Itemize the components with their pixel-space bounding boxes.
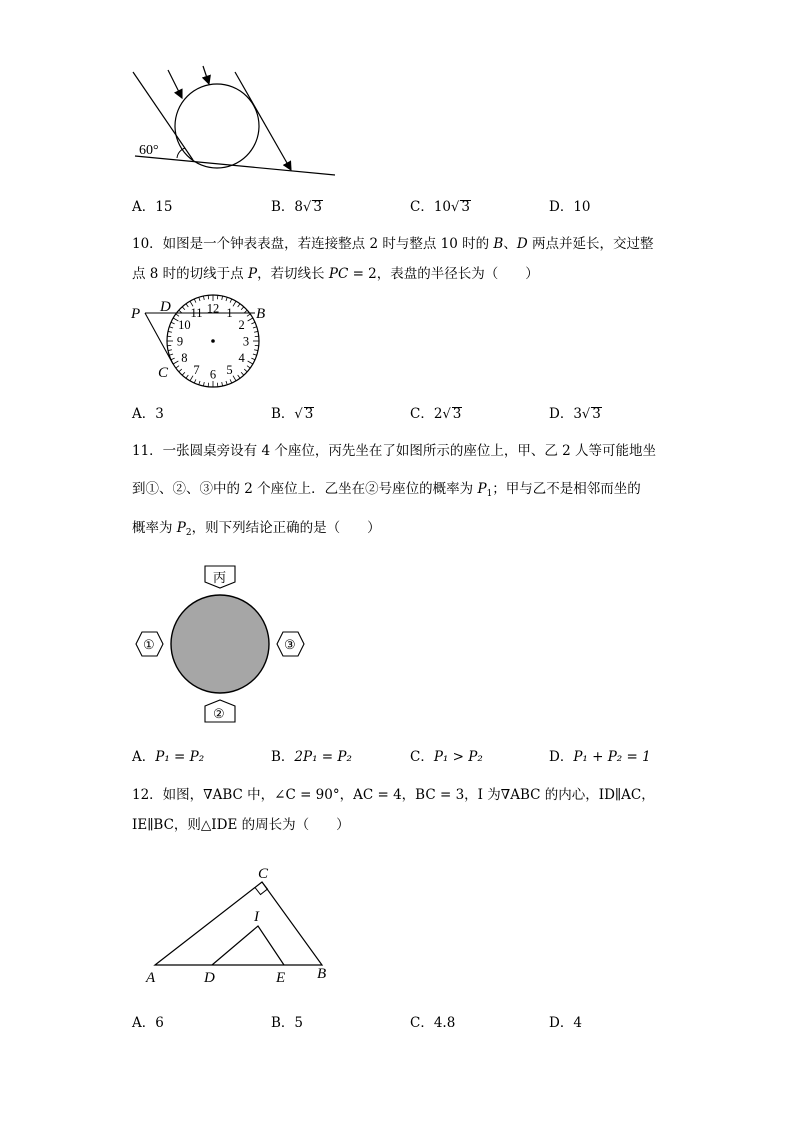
clock-number-7: 7: [193, 363, 200, 378]
q9-angle-label: 60°: [139, 143, 159, 158]
q10-label-c: C: [158, 365, 169, 381]
clock-tick: [222, 296, 223, 300]
q12-stem-line2: IE∥BC，则△IDE 的周长为（ ）: [132, 817, 350, 833]
clock-tick: [186, 375, 188, 378]
q10-option-d[interactable]: D．3√ 3: [549, 406, 601, 422]
clock-number-10: 10: [178, 318, 191, 332]
q12-label-i: I: [254, 909, 259, 925]
sqrt-symbol: √: [442, 407, 451, 422]
sqrt-symbol: √: [303, 200, 312, 215]
clock-tick: [203, 382, 204, 386]
q9-ball-shadow-figure: [125, 62, 345, 184]
clock-tick: [179, 369, 182, 372]
q12-label-e: E: [276, 970, 286, 986]
clock-tick: [238, 304, 240, 307]
q9-option-c[interactable]: C．10√ 3: [410, 199, 470, 215]
clock-tick: [226, 297, 227, 301]
clock-tick: [248, 318, 253, 321]
clock-number-11: 11: [190, 305, 203, 320]
q11-seat-left: ①: [143, 637, 155, 652]
q9-option-d[interactable]: D．10: [549, 199, 591, 215]
sqrt-symbol: √: [294, 407, 303, 422]
q10-label-b: B: [256, 306, 266, 322]
q12-option-b[interactable]: B．5: [271, 1015, 304, 1031]
q10-option-b[interactable]: B．√ 3: [271, 406, 314, 422]
sqrt-symbol: √: [581, 407, 591, 422]
q9-option-a[interactable]: A．15: [132, 199, 173, 215]
clock-number-3: 3: [242, 334, 250, 349]
q12-label-b: B: [317, 966, 327, 982]
clock-tick: [168, 331, 172, 332]
q10-stem-line2: 点 8 时的切线于点 P，若切线长 PC = 2，表盘的半径长为（ ）: [132, 266, 539, 282]
q12-label-c: C: [258, 866, 269, 882]
clock-tick: [233, 376, 236, 381]
clock-tick: [238, 375, 240, 378]
q12-label-d: D: [204, 970, 215, 986]
clock-tick: [233, 301, 236, 306]
q11-option-a[interactable]: A．P₁ = P₂: [132, 749, 205, 765]
clock-tick: [173, 361, 178, 364]
clock-tick: [241, 372, 244, 375]
clock-tick: [253, 327, 257, 328]
q11-stem-line1: 11．一张圆桌旁设有 4 个座位，丙先坐在了如图所示的座位上，甲、乙 2 人等可能地坐: [132, 443, 657, 459]
clock-tick: [182, 372, 185, 375]
clock-tick: [203, 296, 204, 300]
q10-option-a[interactable]: A．3: [132, 406, 164, 422]
clock-tick: [244, 369, 247, 372]
sqrt-symbol: √: [451, 200, 460, 215]
q11-option-b[interactable]: B．2P₁ = P₂: [271, 749, 352, 765]
q10-option-c[interactable]: C．2√ 3: [410, 406, 462, 422]
q11-seat-bottom: ②: [213, 706, 225, 721]
clock-number-4: 4: [238, 351, 245, 365]
q10-label-d: D: [160, 299, 171, 315]
q10-clock-figure: [125, 290, 275, 390]
q11-stem-line2: 到①、②、③中的 2 个座位上．乙坐在②号座位的概率为 $P_1$；甲与乙不是相邻而坐的: [132, 481, 641, 499]
q12-label-a: A: [146, 970, 156, 986]
q10-stem-line1: 10．如图是一个钟表表盘，若连接整点 2 时与整点 10 时的 B、D 两点并延长，交过整: [132, 236, 654, 252]
q11-option-c[interactable]: C．P₁ > P₂: [410, 749, 483, 765]
q11-round-table-figure: [130, 560, 310, 725]
q11-stem-line3: 概率为 $P_2$，则下列结论正确的是（ ）: [132, 520, 381, 538]
clock-tick: [186, 304, 188, 307]
clock-number-9: 9: [176, 334, 184, 349]
clock-number-1: 1: [226, 305, 233, 320]
q12-triangle-figure: [140, 860, 340, 988]
clock-tick: [226, 381, 227, 385]
clock-number-8: 8: [181, 351, 188, 365]
q11-seat-top: 丙: [213, 570, 227, 585]
clock-number-5: 5: [226, 363, 233, 378]
q11-seat-right: ③: [284, 637, 296, 652]
clock-tick: [253, 354, 257, 355]
clock-number-6: 6: [209, 367, 217, 382]
clock-tick: [248, 361, 253, 364]
clock-tick: [168, 350, 172, 351]
clock-tick: [222, 382, 223, 386]
q10-label-p: P: [131, 306, 141, 322]
q12-option-c[interactable]: C．4.8: [410, 1015, 456, 1031]
clock-tick: [182, 307, 185, 310]
q12-option-d[interactable]: D．4: [549, 1015, 582, 1031]
q12-option-a[interactable]: A．6: [132, 1015, 164, 1031]
clock-tick: [199, 297, 200, 301]
q12-stem-line1: 12．如图，∇ABC 中，∠C = 90°，AC = 4，BC = 3，I 为∇ABC 的内心，ID∥AC，: [132, 787, 655, 803]
clock-number-2: 2: [238, 318, 245, 332]
q11-option-d[interactable]: D．P₁ + P₂ = 1: [549, 749, 651, 765]
clock-tick: [241, 307, 244, 310]
clock-number-12: 12: [206, 301, 220, 316]
clock-tick: [169, 327, 173, 328]
q9-option-b[interactable]: B．8√ 3: [271, 199, 322, 215]
clock-tick: [169, 354, 173, 355]
clock-tick: [199, 381, 200, 385]
